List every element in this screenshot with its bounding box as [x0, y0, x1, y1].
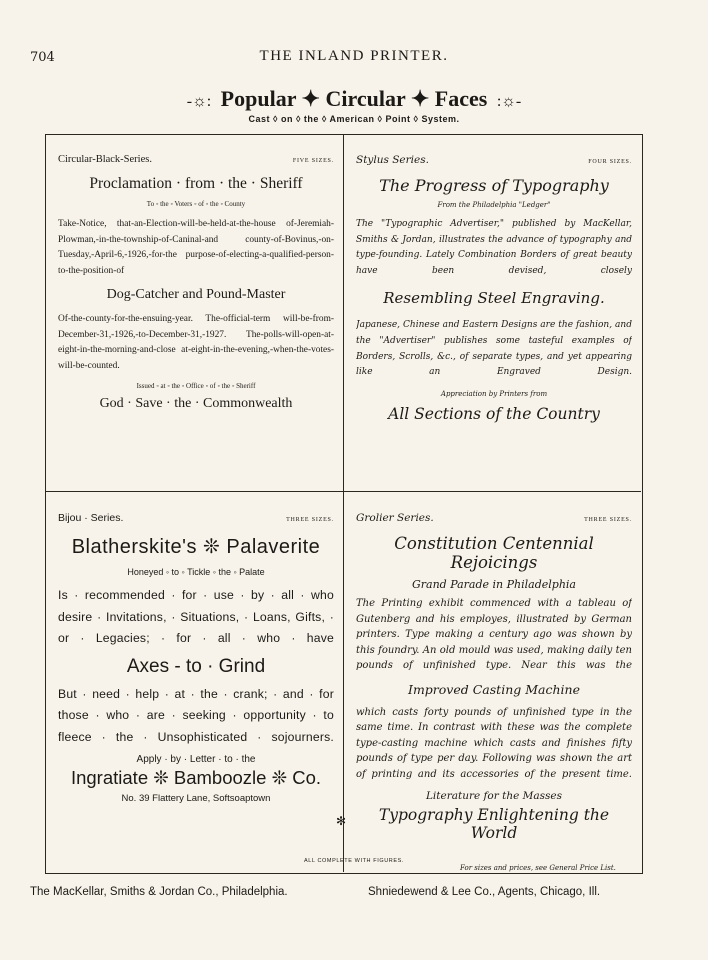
specimen-closing: Ingratiate ❊ Bamboozle ❊ Co.	[70, 767, 322, 788]
series-name: Stylus Series.	[356, 154, 429, 166]
specimen-heading-2: Resembling Steel Engraving.	[383, 289, 605, 308]
specimen-subline: Grand Parade in Philadelphia	[411, 578, 576, 591]
specimen-heading: Proclamation · from · the · Sheriff	[89, 175, 303, 192]
panel-bijou	[58, 512, 334, 804]
specimen-heading-2: Axes - to · Grind	[126, 655, 266, 677]
sizes-label: FIVE SIZES.	[292, 158, 334, 164]
price-list-note: For sizes and prices, see General Price List.	[460, 864, 616, 872]
specimen-heading: The Progress of Typography	[379, 176, 609, 195]
specimen-body-2: which casts forty pounds of unfinished type in the same time. In contrast with these was the complete type-casting machine which casts and finishes fifty pounds of type per day. Following was shown the art of printing and its accessories of the present time.	[356, 706, 632, 780]
specimen-signed: Issued ◦ at ◦ the ◦ Office ◦ of ◦ the ◦ Sheriff	[136, 382, 256, 390]
specimen-body: The "Typographic Advertiser," published by MacKellar, Smiths & Jordan, illustrates the advance of typography and type-founding. Lately Combination Borders of great beauty have been devised, closely	[356, 219, 632, 276]
specimen-appreciation: Appreciation by Printers from	[440, 389, 548, 398]
panel-header	[356, 154, 632, 166]
specimen-body-2: But · need · help · at · the · crank; · and · for those · who · are · seeking · opportunity · to fleece · the · Unsophisticated · sojourners.	[58, 686, 334, 744]
all-complete-note: ALL COMPLETE WITH FIGURES.	[303, 858, 405, 864]
specimen-subline: Honeyed ◦ to ◦ Tickle ◦ the ◦ Palate	[127, 567, 265, 577]
column-divider	[343, 134, 344, 872]
specimen-heading: Constitution Centennial Rejoicings	[394, 534, 594, 572]
title-ornament-left: -☼:	[186, 93, 212, 110]
specimen-closing: God · Save · the · Commonwealth	[99, 396, 293, 411]
footer-agents: Shniedewend & Lee Co., Agents, Chicago, Ill.	[368, 886, 601, 898]
page-number: 704	[30, 50, 55, 65]
specimen-address: No. 39 Flattery Lane, Softsoaptown	[121, 793, 271, 804]
specimen-heading-2: Improved Casting Machine	[408, 681, 580, 697]
specimen-heading-2: Dog-Catcher and Pound-Master	[106, 287, 286, 302]
journal-title: THE INLAND PRINTER.	[259, 48, 449, 64]
panel-header	[356, 512, 632, 524]
sizes-label: THREE SIZES.	[584, 517, 632, 523]
panel-header	[58, 512, 334, 524]
sizes-label: FOUR SIZES.	[588, 159, 632, 165]
title-ornament-right: :☼-	[496, 93, 522, 110]
specimen-title-text: Popular ✦ Circular ✦ Faces	[220, 86, 488, 111]
specimen-body: The Printing exhibit commenced with a tableau of Gutenberg and his employes, illustrated by German printers. Type making a century ago was shown by this foundry. An old mould was used, making daily ten pounds of unfinished type. Near this was the	[356, 598, 632, 671]
specimen-body: Is · recommended · for · use · by · all · who desire · Invitations, · Situations, · Loans, Gifts, · or · Legacies; · for · all · who · have	[58, 588, 334, 645]
specimen-closing: All Sections of the Country	[388, 404, 600, 423]
specimen-subtitle: Cast ◊ on ◊ the ◊ American ◊ Point ◊ System.	[248, 114, 460, 124]
specimen-apply: Apply · by · Letter · to · the	[136, 754, 256, 765]
specimen-body-2: Of-the-county-for-the-ensuing-year. The-official-term will-be-from-December-31,-1926,-to-December-31,-1927. The-polls-will-open-at-eight-in-the-morning-and-close at-eight-in-the-evening,-when-the-votes-will-be-counted.	[58, 314, 334, 371]
specimen-subline: From the Philadelphia "Ledger"	[437, 201, 551, 209]
specimen-heading: Blatherskite's ❊ Palaverite	[71, 536, 321, 558]
specimen-literature: Literature for the Masses	[425, 790, 563, 802]
panel-stylus	[356, 154, 632, 423]
center-star-ornament: ✻	[336, 814, 347, 828]
sizes-label: THREE SIZES.	[286, 517, 334, 523]
series-name: Grolier Series.	[356, 512, 434, 524]
panel-circular-black	[58, 154, 334, 412]
specimen-closing: Typography Enlightening the World	[378, 806, 610, 842]
specimen-subline: To ◦ the ◦ Voters ◦ of ◦ the ◦ County	[146, 200, 246, 208]
footer-foundry: The MacKellar, Smiths & Jordan Co., Philadelphia.	[30, 886, 288, 898]
specimen-body: Take-Notice, that-an-Election-will-be-held-at-the-house of-Jeremiah-Plowman,-in-the-township-of-Caninal-and county-of-Bovinus,-on-Tuesday,-April-6,-1926,-for-the purpose-of-electing-a-qualified-person-to-the-position-of	[58, 219, 334, 276]
panel-grolier	[356, 512, 632, 842]
row-divider	[45, 491, 641, 492]
specimen-title	[0, 86, 708, 112]
series-name: Circular-Black-Series.	[58, 154, 152, 165]
panel-header	[58, 154, 334, 165]
series-name: Bijou · Series.	[58, 512, 124, 524]
specimen-body-2: Japanese, Chinese and Eastern Designs are the fashion, and the "Advertiser" publishes some tasteful examples of Borders, Scrolls, &c., of separate types, and yet appearing like an Engraved Design.	[356, 320, 632, 378]
